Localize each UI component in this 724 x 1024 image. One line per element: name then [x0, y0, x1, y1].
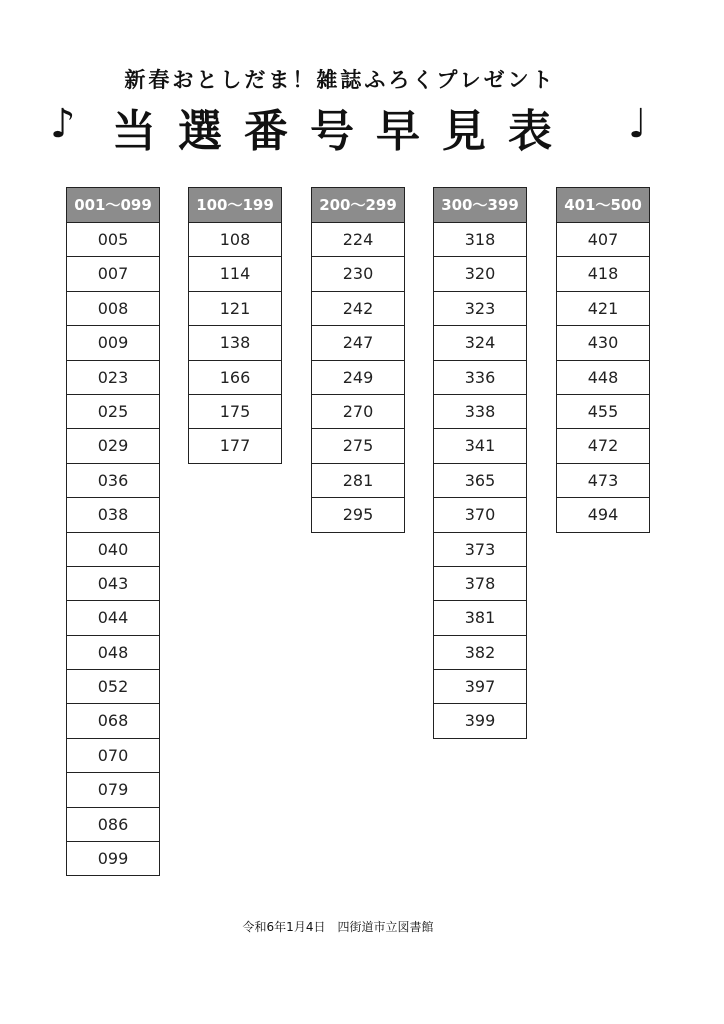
winning-number-cell: 025: [67, 395, 159, 429]
winning-number-cell: 114: [189, 257, 281, 291]
number-column: [556, 187, 650, 533]
winning-number-cell: 177: [189, 429, 281, 463]
winning-number-cell: 473: [557, 464, 649, 498]
column-header: 401～500: [557, 188, 649, 223]
winning-number-cell: 008: [67, 292, 159, 326]
winning-number-cell: 341: [434, 429, 526, 463]
winning-number-cell: 399: [434, 704, 526, 738]
winning-number-cell: 336: [434, 361, 526, 395]
winning-number-cell: 086: [67, 808, 159, 842]
winning-number-cell: 029: [67, 429, 159, 463]
winning-number-cell: 043: [67, 567, 159, 601]
winning-number-cell: 166: [189, 361, 281, 395]
winning-number-cell: 365: [434, 464, 526, 498]
winning-number-cell: 338: [434, 395, 526, 429]
column-header: 001～099: [67, 188, 159, 223]
winning-number-cell: 038: [67, 498, 159, 532]
winning-number-cell: 270: [312, 395, 404, 429]
number-column: [188, 187, 282, 464]
winning-number-cell: 370: [434, 498, 526, 532]
winning-number-cell: 099: [67, 842, 159, 876]
winning-number-cell: 036: [67, 464, 159, 498]
number-column: [433, 187, 527, 739]
winning-number-cell: 378: [434, 567, 526, 601]
column-header: 200～299: [312, 188, 404, 223]
winning-number-cell: 040: [67, 533, 159, 567]
footer-date-library: 令和6年1月4日 四街道市立図書館: [242, 920, 434, 934]
winning-number-cell: 323: [434, 292, 526, 326]
winning-number-cell: 247: [312, 326, 404, 360]
winning-number-cell: 070: [67, 739, 159, 773]
winning-number-cell: 381: [434, 601, 526, 635]
winning-number-cell: 138: [189, 326, 281, 360]
winning-number-cell: 079: [67, 773, 159, 807]
winning-number-cell: 005: [67, 223, 159, 257]
winning-number-cell: 242: [312, 292, 404, 326]
number-column: [66, 187, 160, 876]
winning-number-cell: 009: [67, 326, 159, 360]
winning-number-cell: 230: [312, 257, 404, 291]
winning-number-cell: 382: [434, 636, 526, 670]
winning-number-cell: 472: [557, 429, 649, 463]
winning-number-cell: 224: [312, 223, 404, 257]
page-title: 当選番号早見表: [112, 106, 574, 157]
winning-number-cell: 494: [557, 498, 649, 532]
winning-number-cell: 373: [434, 533, 526, 567]
winning-number-cell: 281: [312, 464, 404, 498]
winning-number-cell: 275: [312, 429, 404, 463]
music-note-icon: ♩: [628, 101, 647, 147]
number-column: [311, 187, 405, 533]
winning-number-cell: 320: [434, 257, 526, 291]
winning-number-cell: 023: [67, 361, 159, 395]
winning-number-cell: 407: [557, 223, 649, 257]
winning-number-cell: 068: [67, 704, 159, 738]
winning-number-cell: 052: [67, 670, 159, 704]
winning-number-cell: 108: [189, 223, 281, 257]
winning-number-cell: 048: [67, 636, 159, 670]
subtitle: 新春おとしだま！雑誌ふろくプレゼント: [124, 68, 556, 92]
winning-number-cell: 175: [189, 395, 281, 429]
winning-number-cell: 421: [557, 292, 649, 326]
winning-number-cell: 121: [189, 292, 281, 326]
column-header: 300～399: [434, 188, 526, 223]
winning-number-cell: 318: [434, 223, 526, 257]
winning-number-cell: 044: [67, 601, 159, 635]
winning-number-cell: 455: [557, 395, 649, 429]
winning-number-cell: 418: [557, 257, 649, 291]
winning-number-cell: 007: [67, 257, 159, 291]
title-row: [42, 100, 662, 164]
winning-number-cell: 448: [557, 361, 649, 395]
winning-number-cell: 249: [312, 361, 404, 395]
winning-number-cell: 430: [557, 326, 649, 360]
winning-number-cell: 397: [434, 670, 526, 704]
winning-number-cell: 324: [434, 326, 526, 360]
winning-number-cell: 295: [312, 498, 404, 532]
music-note-icon: ♪: [50, 101, 76, 147]
column-header: 100～199: [189, 188, 281, 223]
